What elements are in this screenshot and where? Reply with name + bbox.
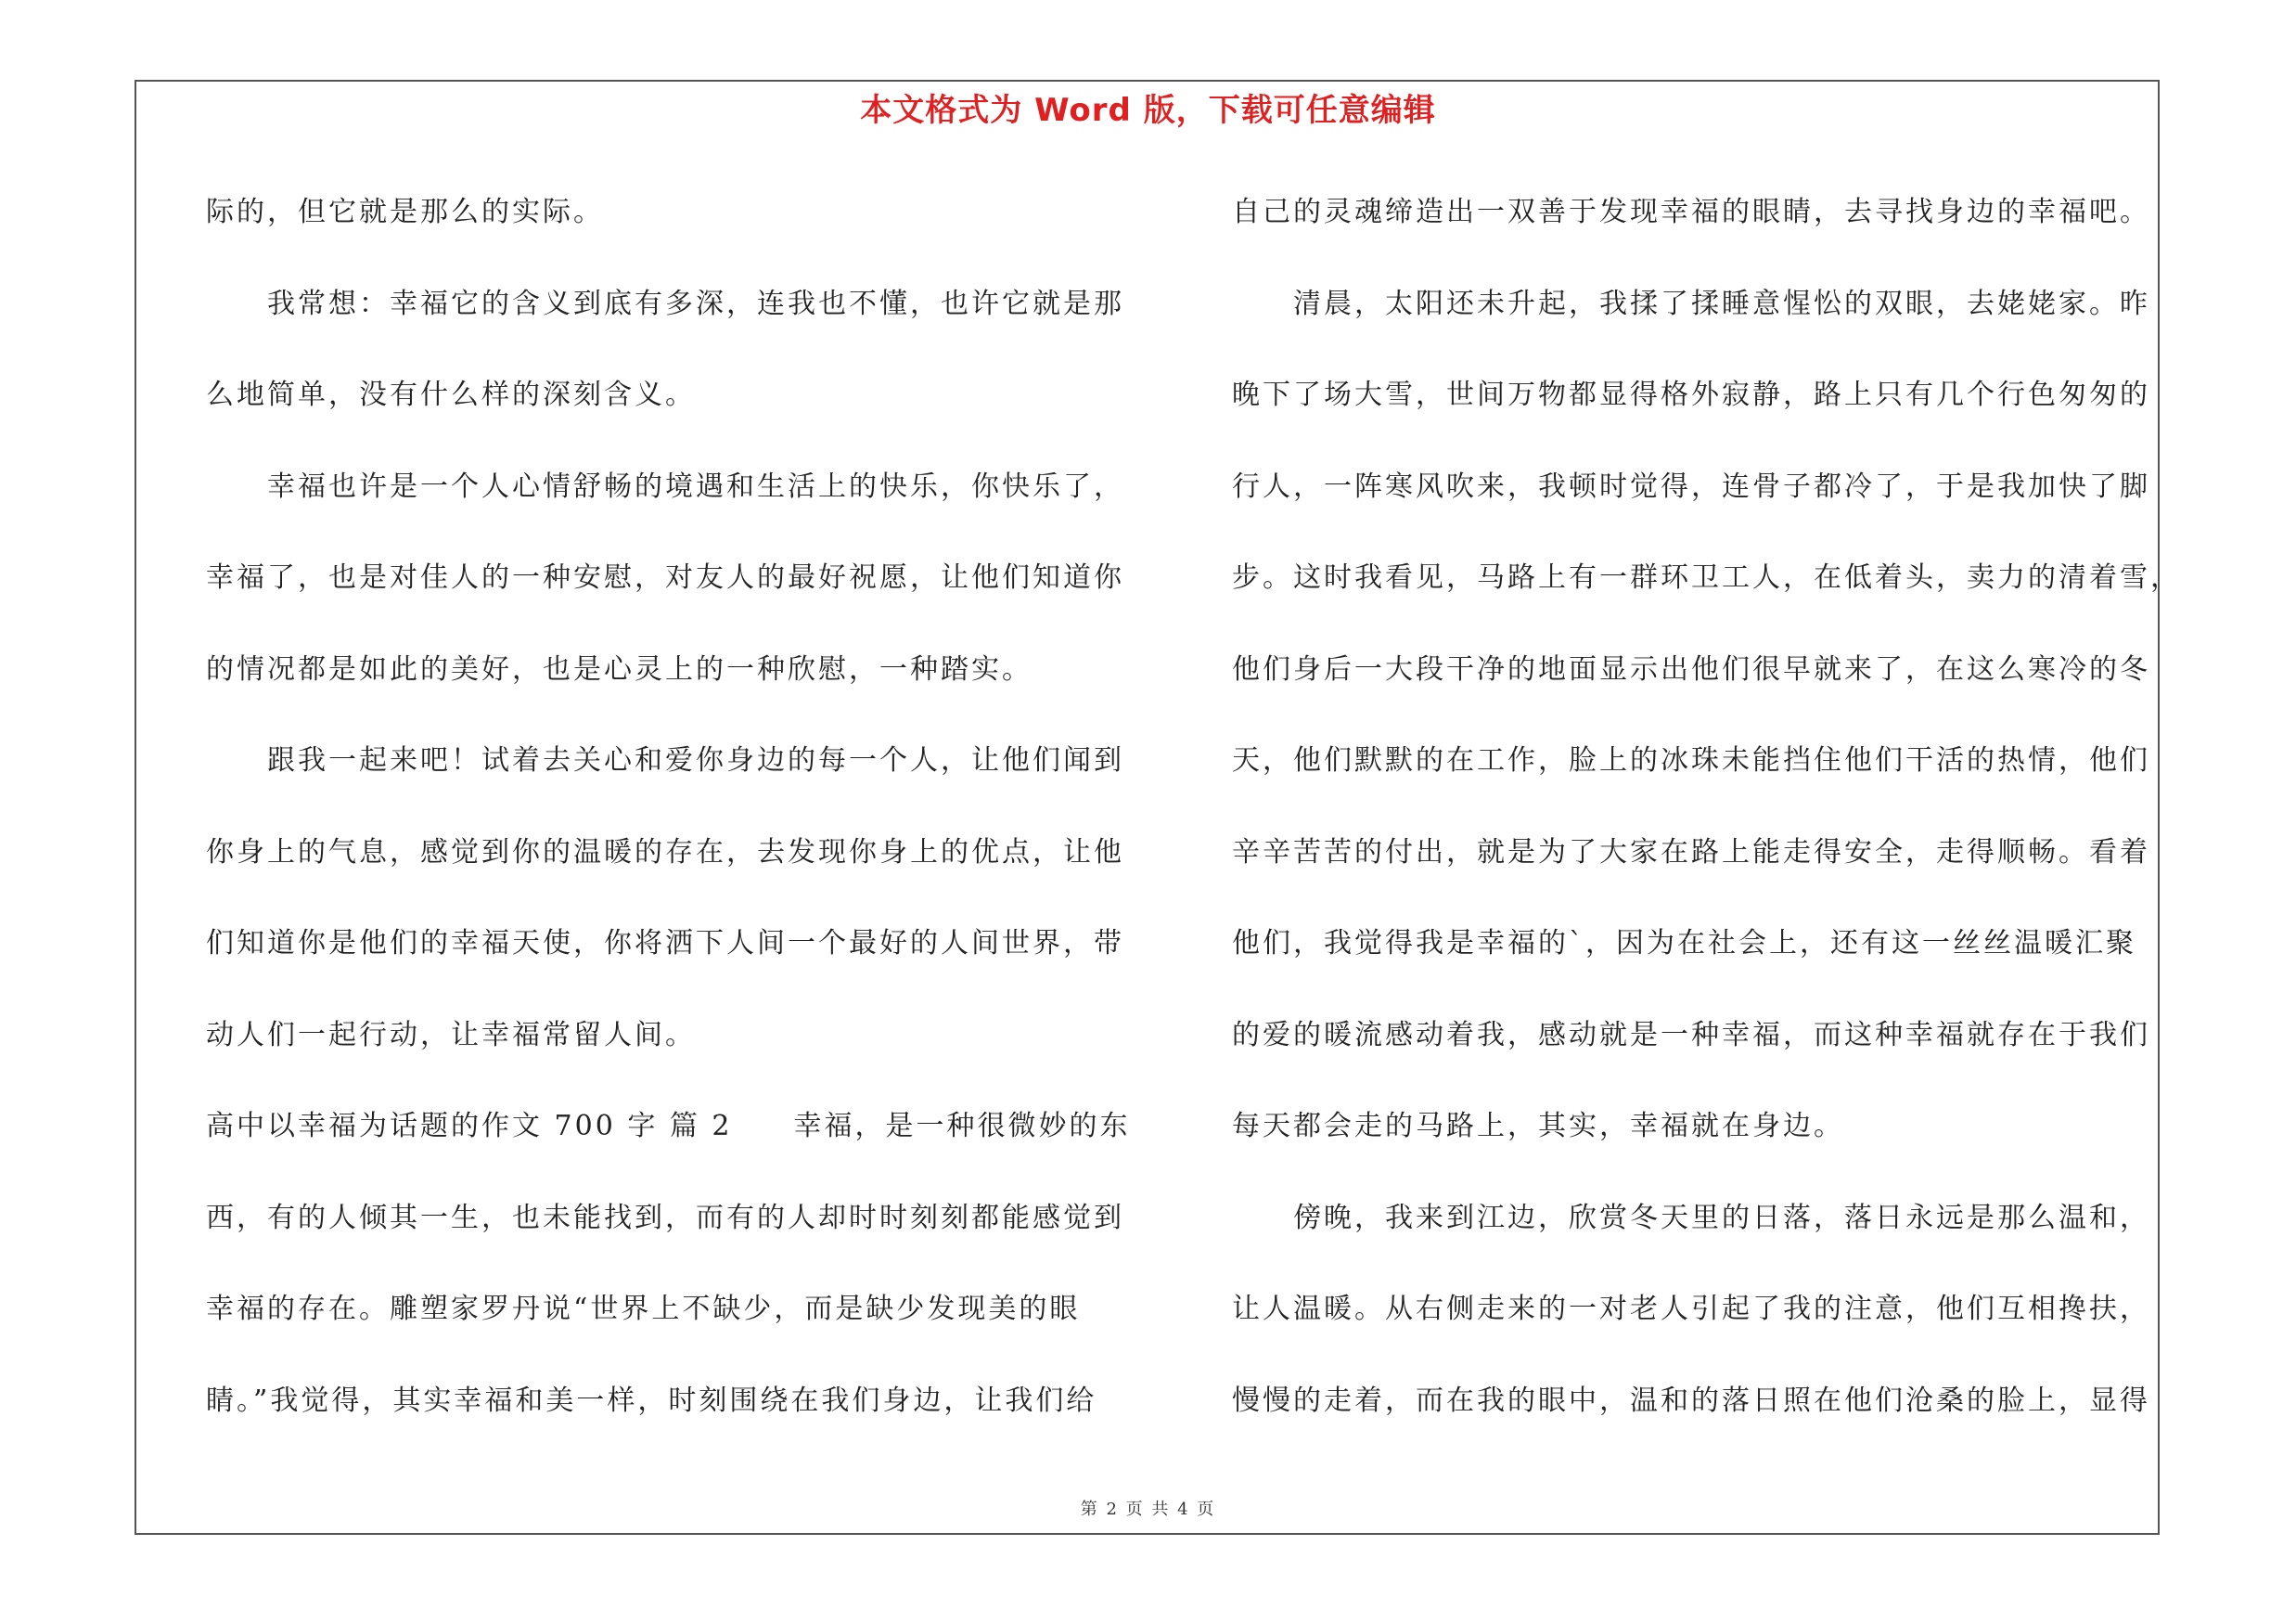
paragraph-line: 每天都会走的马路上，其实，幸福就在身边。 (1232, 1110, 1844, 1142)
paragraph-line: 行人，一阵寒风吹来，我顿时觉得，连骨子都冷了，于是我加快了脚 (1232, 470, 2150, 503)
paragraph-line: 步。这时我看见，马路上有一群环卫工人，在低着头，卖力的清着雪， (1232, 561, 2181, 594)
paragraph-line: 我常想：幸福它的含义到底有多深，连我也不懂，也许它就是那 (267, 287, 1124, 320)
paragraph-line: 的情况都是如此的美好，也是心灵上的一种欣慰，一种踏实。 (206, 652, 1033, 686)
paragraph-line: 让人温暖。从右侧走来的一对老人引起了我的注意，他们互相搀扶， (1232, 1293, 2150, 1325)
paragraph-line: 你身上的气息，感觉到你的温暖的存在，去发现你身上的优点，让他 (206, 835, 1124, 869)
section-heading-line (206, 1096, 1152, 1188)
page-number: 第 2 页 共 4 页 (1080, 1500, 1216, 1519)
section-first-sentence: 幸福，是一种很微妙的东 (793, 1110, 1131, 1142)
paragraph-line: 么地简单，没有什么样的深刻含义。 (206, 379, 696, 411)
format-banner: 本文格式为 Word 版，下载可任意编辑 (860, 92, 1436, 129)
paragraph-line: 幸福了，也是对佳人的一种安慰，对友人的最好祝愿，让他们知道你 (206, 561, 1124, 594)
paragraph-line: 西，有的人倾其一生，也未能找到，而有的人却时时刻刻都能感觉到 (206, 1201, 1124, 1234)
paragraph-line: 动人们一起行动，让幸福常留人间。 (206, 1018, 696, 1051)
paragraph-line: 自己的灵魂缔造出一双善于发现幸福的眼睛，去寻找身边的幸福吧。 (1232, 196, 2150, 228)
paragraph-line: 睛。”我觉得，其实幸福和美一样，时刻围绕在我们身边，让我们给 (206, 1384, 1097, 1417)
right-column (1232, 182, 2181, 1462)
paragraph-line: 的爱的暖流感动着我，感动就是一种幸福，而这种幸福就存在于我们 (1232, 1018, 2150, 1051)
left-column (206, 182, 1152, 1462)
paragraph-line: 慢慢的走着，而在我的眼中，温和的落日照在他们沧桑的脸上，显得 (1232, 1384, 2150, 1417)
paragraph-line: 们知道你是他们的幸福天使，你将洒下人间一个最好的人间世界，带 (206, 927, 1124, 960)
paragraph-line: 傍晚，我来到江边，欣赏冬天里的日落，落日永远是那么温和， (1293, 1201, 2150, 1234)
paragraph-line: 他们身后一大段干净的地面显示出他们很早就来了，在这么寒冷的冬 (1232, 652, 2150, 686)
paragraph-line: 天，他们默默的在工作，脸上的冰珠未能挡住他们干活的热情，他们 (1232, 744, 2150, 777)
paragraph-line: 跟我一起来吧！试着去关心和爱你身边的每一个人，让他们闻到 (267, 744, 1124, 777)
paragraph-line: 幸福的存在。雕塑家罗丹说“世界上不缺少，而是缺少发现美的眼 (206, 1293, 1081, 1325)
paragraph-line: 晚下了场大雪，世间万物都显得格外寂静，路上只有几个行色匆匆的 (1232, 379, 2150, 411)
paragraph-line: 际的，但它就是那么的实际。 (206, 196, 604, 228)
paragraph-line: 清晨，太阳还未升起，我揉了揉睡意惺忪的双眼，去姥姥家。昨 (1293, 287, 2150, 320)
paragraph-line: 辛辛苦苦的付出，就是为了大家在路上能走得安全，走得顺畅。看着 (1232, 835, 2150, 869)
paragraph-line: 他们，我觉得我是幸福的`，因为在社会上，还有这一丝丝温暖汇聚 (1232, 927, 2136, 960)
paragraph-line: 幸福也许是一个人心情舒畅的境遇和生活上的快乐，你快乐了， (267, 470, 1124, 503)
section-heading: 高中以幸福为话题的作文 700 字 篇 2 (206, 1110, 733, 1142)
